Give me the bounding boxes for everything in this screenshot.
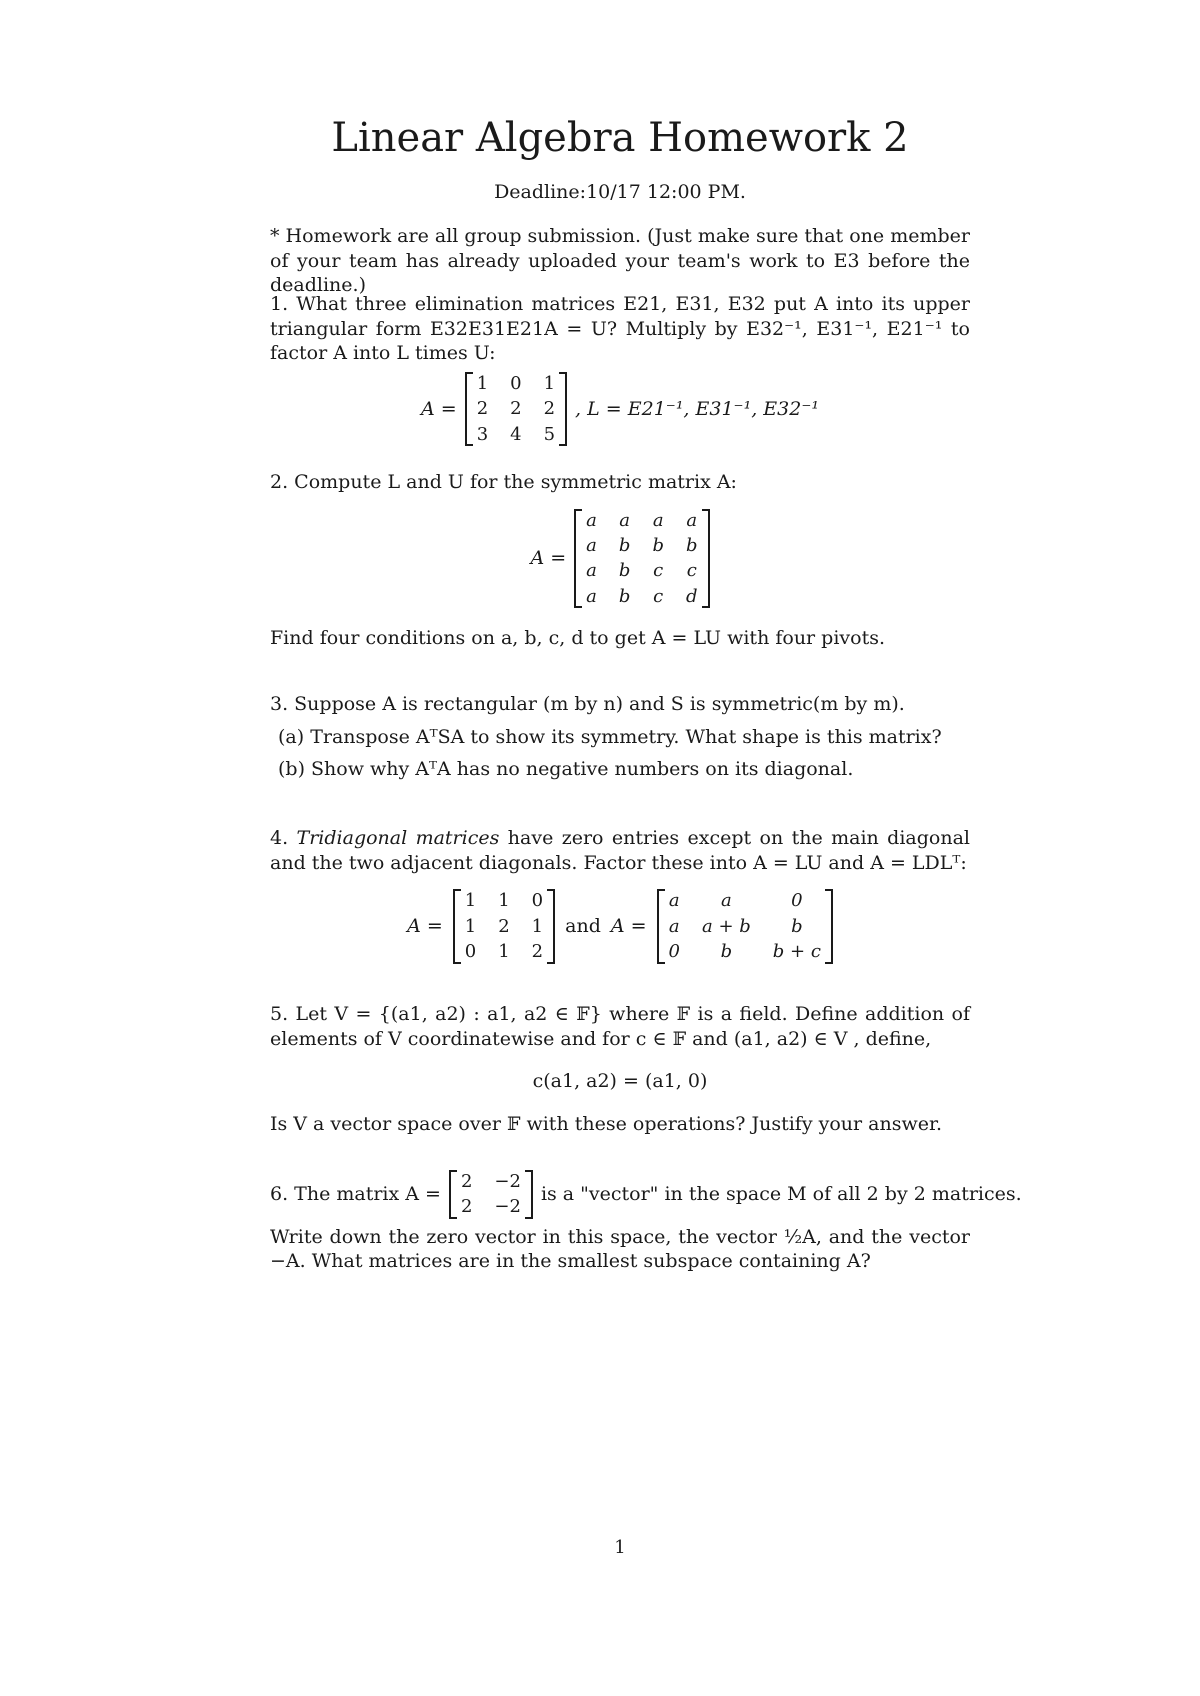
question-2-followup: Find four conditions on a, b, c, d to get A = LU with four pivots. xyxy=(270,627,886,650)
matrix-cell: 3 xyxy=(476,423,489,445)
bracket-corner xyxy=(525,1217,533,1219)
bracket-corner xyxy=(657,889,665,891)
question-6 xyxy=(270,1170,1022,1274)
question-1-equation xyxy=(270,372,970,446)
matrix-cell: 1 xyxy=(464,890,477,912)
question-3-part-b: (b) Show why AᵀA has no negative numbers on its diagonal. xyxy=(278,758,854,781)
matrix-cell: 2 xyxy=(460,1196,473,1218)
document-title: Linear Algebra Homework 2 xyxy=(331,115,909,161)
matrix-cell: 0 xyxy=(531,890,544,912)
matrix-cell: a xyxy=(668,890,680,912)
matrix-cell: c xyxy=(686,560,697,582)
matrix-lhs-2: A = xyxy=(610,915,647,938)
question-1-text: 1. What three elimination matrices E21, E31, E32 put A into its upper triangular form E32E31E21A = U? Multiply by E32⁻¹, E31⁻¹, E21⁻¹ to factor A into L times U: xyxy=(270,293,970,365)
bracket-corner xyxy=(825,962,833,964)
matrix-cell: c xyxy=(653,560,664,582)
matrix-cell: 1 xyxy=(464,915,477,937)
bracket-corner xyxy=(559,372,567,374)
question-6-lead: 6. The matrix A = xyxy=(270,1183,441,1206)
question-5-followup: Is V a vector space over 𝔽 with these operations? Justify your answer. xyxy=(270,1113,943,1136)
matrix-a-q4-symbolic xyxy=(657,889,833,963)
matrix-cell: b xyxy=(618,560,631,582)
bracket-corner xyxy=(465,372,473,374)
matrix-cell: a xyxy=(586,535,597,557)
matrix-cell: a xyxy=(586,560,597,582)
question-5-equation: c(a1, a2) = (a1, 0) xyxy=(532,1070,708,1093)
bracket-corner xyxy=(702,509,710,511)
matrix-cell: b xyxy=(618,535,631,557)
bracket-corner xyxy=(449,1217,457,1219)
matrix-cell: 1 xyxy=(498,890,510,912)
matrix-cell: 1 xyxy=(531,915,544,937)
question-1 xyxy=(270,292,970,446)
matrix-cell: a + b xyxy=(702,915,751,937)
matrix-cell: b xyxy=(720,941,733,963)
matrix-cell: 1 xyxy=(498,941,510,963)
matrix-cell: 0 xyxy=(791,890,803,912)
matrix-a-q6 xyxy=(449,1170,533,1219)
question-4-body: have zero entries except on the main diagonal and the two adjacent diagonals. Factor these into A = LU and A = LDLᵀ: xyxy=(270,827,970,874)
matrix-a-q2 xyxy=(574,509,709,609)
bracket-corner xyxy=(574,606,582,608)
matrix-lhs: A = xyxy=(421,397,457,420)
matrix-cell: a xyxy=(586,585,597,607)
matrix-cell: −2 xyxy=(494,1196,521,1218)
matrix-cell: a xyxy=(668,915,680,937)
question-3-text: 3. Suppose A is rectangular (m by n) and S is symmetric(m by m). xyxy=(270,693,905,715)
matrix-cell: a xyxy=(721,890,732,912)
bracket-corner xyxy=(825,889,833,891)
question-6-line-1 xyxy=(270,1170,1022,1219)
matrix-cell: b xyxy=(618,585,631,607)
question-6-tail: is a "vector" in the space M of all 2 by 2 matrices. xyxy=(540,1183,1022,1206)
question-4-equation xyxy=(270,889,970,963)
matrix-cell: 1 xyxy=(476,373,489,395)
question-5-text: 5. Let V = {(a1, a2) : a1, a2 ∈ 𝔽} where 𝔽 is a field. Define addition of elements of V coordinatewise and for c ∈ 𝔽 and (a1, a2) ∈ V , define, xyxy=(270,1003,970,1050)
matrix-cell: b xyxy=(685,535,698,557)
matrix-a-q1 xyxy=(465,372,567,446)
matrix-cell: 0 xyxy=(510,373,522,395)
question-4-text xyxy=(270,826,970,875)
bracket-corner xyxy=(525,1170,533,1172)
matrix-cell: 2 xyxy=(498,915,510,937)
matrix-cell: 2 xyxy=(476,398,489,420)
question-2-text: 2. Compute L and U for the symmetric matrix A: xyxy=(270,471,737,493)
bracket-corner xyxy=(465,444,473,446)
question-4 xyxy=(270,826,970,964)
bracket-corner xyxy=(702,606,710,608)
bracket-corner xyxy=(574,509,582,511)
matrix-cell: 2 xyxy=(543,398,556,420)
matrix-cell: a xyxy=(686,509,698,531)
matrix-cell: b + c xyxy=(772,941,821,963)
question-4-number: 4. xyxy=(270,827,289,849)
matrix-a-q4-numeric xyxy=(453,889,555,963)
matrix-lhs: A = xyxy=(407,915,443,938)
bracket-corner xyxy=(453,962,461,964)
bracket-corner xyxy=(547,889,555,891)
question-2-equation xyxy=(270,509,970,609)
matrix-cell: 0 xyxy=(464,941,477,963)
bracket-corner xyxy=(453,889,461,891)
matrix-cell: 2 xyxy=(510,398,522,420)
question-6-text: Write down the zero vector in this space, the vector ½A, and the vector −A. What matrices are in the smallest subspace containing A? xyxy=(270,1225,970,1273)
matrix-cell: 5 xyxy=(543,423,556,445)
matrix-cell: −2 xyxy=(494,1171,521,1192)
matrix-cell: c xyxy=(653,585,664,607)
question-3 xyxy=(270,692,970,790)
matrix-cell: b xyxy=(652,535,664,557)
intro-block xyxy=(270,224,970,298)
question-5 xyxy=(270,1002,970,1137)
deadline-text: Deadline:10/17 12:00 PM. xyxy=(494,181,746,203)
matrix-cell: a xyxy=(619,509,631,531)
matrix-cell: 0 xyxy=(668,941,680,963)
intro-text: * Homework are all group submission. (Just make sure that one member of your team has already uploaded your team's work to E3 before the deadline.) xyxy=(270,225,970,297)
bracket-corner xyxy=(547,962,555,964)
and-word: and xyxy=(565,915,601,938)
bracket-corner xyxy=(657,962,665,964)
matrix-cell: 4 xyxy=(510,423,522,445)
matrix-lhs: A = xyxy=(530,547,567,570)
question-2 xyxy=(270,470,970,651)
matrix-cell: 1 xyxy=(543,373,556,395)
l-definition: , L = E21⁻¹, E31⁻¹, E32⁻¹ xyxy=(575,397,819,420)
bracket-corner xyxy=(449,1170,457,1172)
matrix-cell: b xyxy=(791,915,803,937)
tridiagonal-term: Tridiagonal matrices xyxy=(296,827,500,849)
page-number: 1 xyxy=(614,1537,626,1558)
matrix-cell: a xyxy=(652,509,664,531)
bracket-corner xyxy=(559,444,567,446)
matrix-cell: 2 xyxy=(531,941,544,963)
matrix-cell: a xyxy=(586,509,597,531)
question-3-parts xyxy=(278,725,970,782)
question-3-part-a: (a) Transpose AᵀSA to show its symmetry. What shape is this matrix? xyxy=(278,725,942,748)
matrix-cell: 2 xyxy=(460,1171,473,1192)
matrix-cell: d xyxy=(685,585,698,607)
